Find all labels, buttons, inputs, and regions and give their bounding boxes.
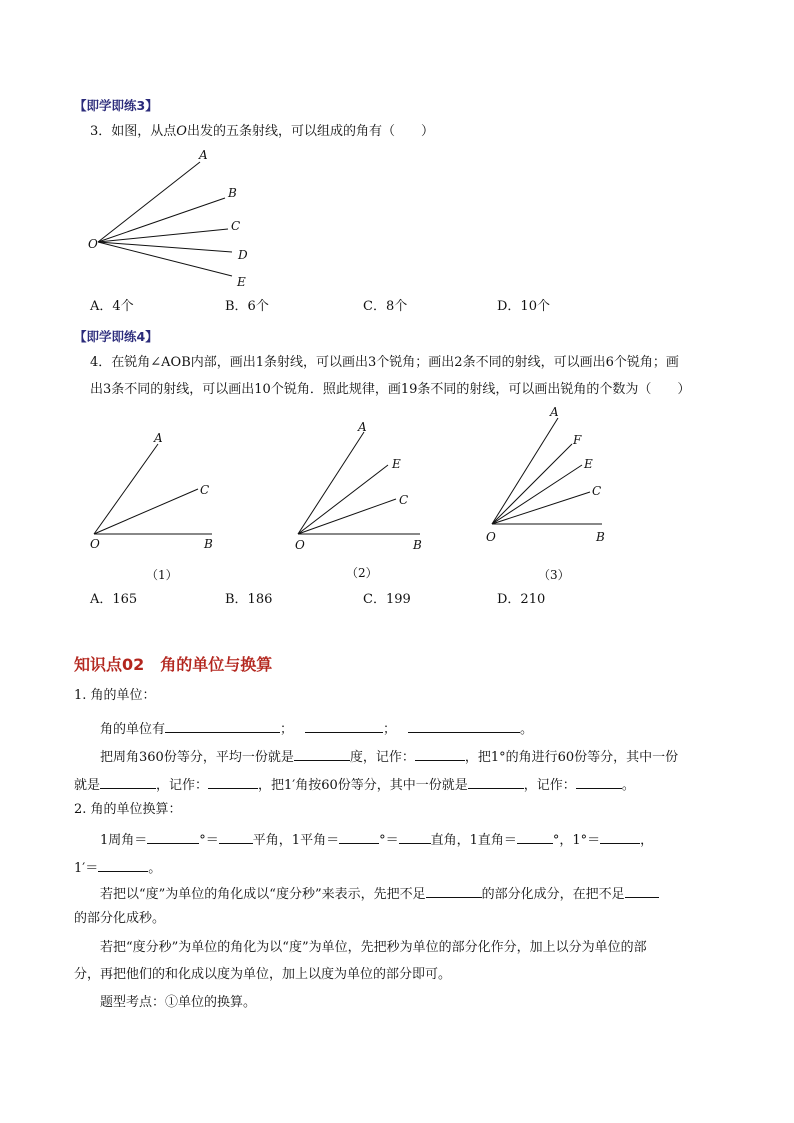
knowledge-point-title: 知识点02 角的单位与换算 — [74, 655, 273, 674]
text: 角的单位有 — [100, 722, 166, 737]
label-f: F — [573, 433, 582, 447]
exercise-3-question — [90, 124, 434, 140]
ray-oe — [492, 465, 582, 524]
label-d: D — [238, 248, 248, 262]
conversion-line-2 — [74, 858, 161, 877]
label-o: O — [486, 530, 496, 544]
text: 直角，1直角＝ — [430, 833, 517, 848]
blank — [294, 747, 350, 761]
text: 。 — [148, 861, 162, 876]
blank — [426, 884, 482, 898]
text: °，1°＝ — [552, 833, 601, 848]
option-b: B．6个 — [225, 299, 269, 314]
text: 。 — [621, 778, 635, 793]
text: ，记作： — [156, 778, 209, 793]
blank — [415, 747, 465, 761]
text: ，记作： — [523, 778, 576, 793]
question-suffix: 出发的五条射线，可以组成的角有（ ） — [186, 124, 434, 139]
text: ，把1′角按60份等分，其中一份就是 — [258, 778, 468, 793]
section-2-title: 2. 角的单位换算： — [74, 802, 182, 817]
unit-line-2 — [100, 747, 678, 766]
text: °＝ — [379, 833, 399, 848]
text: °＝ — [199, 833, 219, 848]
option-d: D．210 — [497, 592, 546, 607]
label-c: C — [592, 484, 602, 498]
text: 的部分化成分，在把不足 — [481, 887, 625, 902]
blank — [100, 775, 156, 789]
conversion-line-1 — [100, 830, 653, 849]
blank — [408, 719, 520, 733]
blank — [165, 719, 280, 733]
text: ； — [280, 722, 294, 737]
blank — [399, 830, 431, 844]
ray-oe — [298, 465, 388, 534]
text: ， — [640, 833, 654, 848]
text: 。 — [520, 722, 534, 737]
paragraph-2-line-2: 分，再把他们的和化成以度为单位，加上以度为单位的部分即可。 — [74, 967, 452, 982]
caption-2: （2） — [346, 566, 378, 580]
question-prefix: 3．如图，从点 — [90, 124, 177, 139]
unit-line-1 — [100, 719, 533, 738]
text: 若把以“度”为单位的角化成以“度分秒”来表示，先把不足 — [100, 887, 426, 902]
option-c: C．8个 — [363, 299, 408, 314]
blank — [625, 884, 659, 898]
ray-oa — [98, 162, 200, 242]
label-b: B — [413, 538, 422, 552]
exercise-4-line1: 4．在锐角∠AOB内部，画出1条射线，可以画出3个锐角；画出2条不同的射线，可以画出6个锐角；画 — [90, 355, 679, 370]
five-rays-figure — [80, 144, 280, 294]
ray-oa — [492, 418, 558, 524]
text: 就是 — [74, 778, 101, 793]
point-o: O — [176, 124, 187, 139]
blank — [98, 858, 148, 872]
label-a: A — [154, 431, 163, 445]
exercise-4-line2: 出3条不同的射线，可以画出10个锐角．照此规律，画19条不同的射线，可以画出锐角的个数为（ ） — [90, 382, 691, 397]
caption-1: （1） — [146, 568, 178, 582]
caption-3: （3） — [538, 568, 570, 582]
blank — [468, 775, 524, 789]
paragraph-1-line-2: 的部分化成秒。 — [74, 911, 166, 926]
ray-of — [492, 444, 572, 524]
blank — [600, 830, 640, 844]
label-o: O — [90, 537, 100, 551]
option-a: A．4个 — [90, 299, 134, 314]
text: ； — [383, 722, 397, 737]
angle-figure-2 — [288, 416, 448, 558]
blank — [305, 719, 383, 733]
blank — [147, 830, 199, 844]
ray-oc — [298, 499, 396, 534]
ray-oa — [298, 432, 364, 534]
label-e: E — [584, 457, 593, 471]
label-b: B — [228, 186, 237, 200]
option-a: A．165 — [90, 592, 138, 607]
angle-figure-3 — [482, 402, 632, 550]
label-b: B — [596, 530, 605, 544]
option-b: B．186 — [225, 592, 273, 607]
label-c: C — [200, 483, 210, 497]
label-e: E — [237, 275, 246, 289]
option-d: D．10个 — [497, 299, 550, 314]
angle-figure-1 — [80, 428, 240, 558]
exercise-3-header: 【即学即练3】 — [74, 98, 158, 113]
blank — [208, 775, 258, 789]
question-type-note: 题型考点：①单位的换算。 — [100, 995, 257, 1010]
label-a: A — [550, 405, 559, 419]
label-a: A — [358, 420, 367, 434]
text: 度，记作： — [349, 750, 415, 765]
text: ，把1°的角进行60份等分，其中一份 — [464, 750, 679, 765]
label-a: A — [199, 148, 208, 162]
label-b: B — [204, 537, 213, 551]
label-c: C — [399, 493, 409, 507]
blank — [517, 830, 553, 844]
paragraph-1-line-1 — [100, 884, 659, 903]
section-1-title: 1. 角的单位： — [74, 688, 156, 703]
label-o: O — [88, 237, 98, 251]
unit-line-3 — [74, 775, 635, 794]
text: 1′＝ — [74, 861, 99, 876]
label-o: O — [295, 538, 305, 552]
label-e: E — [392, 457, 401, 471]
text: 把周角360份等分，平均一份就是 — [100, 750, 294, 765]
ray-oc — [492, 492, 590, 524]
paragraph-2-line-1: 若把“度分秒”为单位的角化为以“度”为单位，先把秒为单位的部分化作分，加上以分为单位的部 — [100, 940, 647, 955]
label-c: C — [231, 219, 241, 233]
text: 1周角＝ — [100, 833, 148, 848]
blank — [339, 830, 379, 844]
option-c: C．199 — [363, 592, 411, 607]
blank — [219, 830, 253, 844]
blank — [576, 775, 622, 789]
text: 平角，1平角＝ — [252, 833, 340, 848]
exercise-4-header: 【即学即练4】 — [74, 329, 158, 344]
